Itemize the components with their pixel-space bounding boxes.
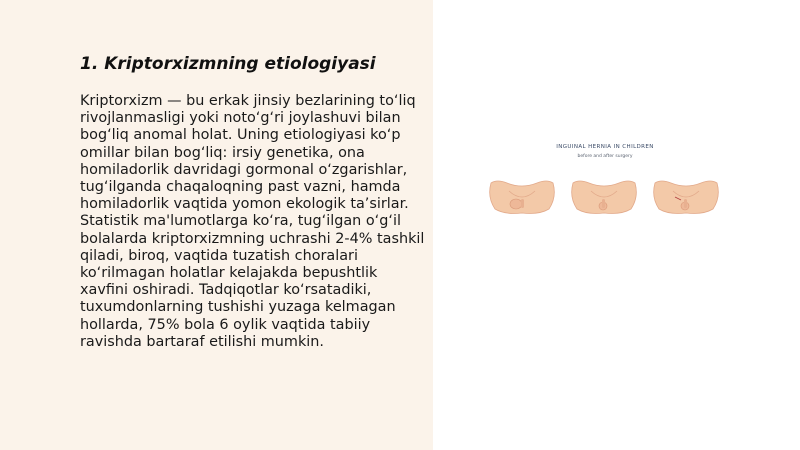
torso-figure-1 (487, 177, 557, 217)
figure-after (651, 177, 721, 217)
figure-before (487, 177, 557, 217)
illustration-subtitle: before and after surgery (577, 154, 633, 159)
illustration-title: INGUINAL HERNIA IN CHILDREN (556, 144, 654, 150)
slide-title: 1. Kriptorxizmning etiologiyasi (80, 54, 376, 74)
figure-during (569, 177, 639, 217)
right-panel (433, 0, 800, 450)
slide-body-text: Kriptorxizm — bu erkak jinsiy bezlarining to‘liq rivojlanmasligi yoki noto‘g‘ri joylashuvi bilan bog‘liq anomal holat. Uning etiologiyasi ko‘p omillar bilan bog‘liq: irsiy genetika, ona homiladorlik davridagi gormonal o‘zgarishlar, tug‘ilganda chaqaloqning past vazni, hamda homiladorlik vaqtida yomon ekologik ta’sirlar. Statistik ma'lumotlarga ko‘ra, tug‘ilgan o‘g‘il bolalarda kriptorxizmning uchrashi 2-4% tashkil qiladi, biroq, vaqtida tuzatish choralari ko‘rilmagan holatlar kelajakda bepushtlik xavfini oshiradi. Tadqiqotlar ko‘rsatadiki, tuxumdonlarning tushishi yuzaga kelmagan hollarda, 75% bola 6 oylik vaqtida tabiiy ravishda bartaraf etilishi mumkin. (80, 93, 425, 350)
torso-figure-3 (651, 177, 721, 217)
hernia-illustration (485, 140, 725, 225)
torso-figure-2 (569, 177, 639, 217)
